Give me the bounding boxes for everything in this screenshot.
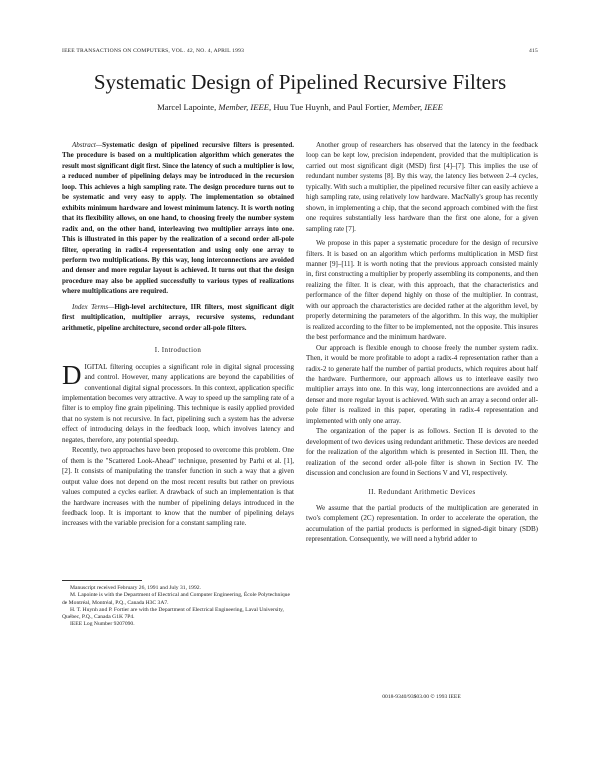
running-head <box>62 48 538 60</box>
index-terms <box>62 302 294 333</box>
index-terms-text: High-level architecture, IIR filters, most significant digit first multiplication, multiplier arrays, recursive systems, redundant arithmetic, pipeline architecture, second order all-pole filters. <box>62 302 295 332</box>
abstract-label: Abstract— <box>72 141 103 149</box>
abstract <box>62 140 294 297</box>
introduction-heading: I. Introduction <box>154 346 202 355</box>
right-column <box>306 140 538 545</box>
footnote-rule <box>62 580 142 581</box>
paper-title: Systematic Design of Pipelined Recursive Filters <box>93 70 507 94</box>
right-paragraph-4: The organization of the paper is as follows. Section II is devoted to the development of two devices using redundant arithmetic. These devices are needed for the realization of the algorithm which is presented in Section III. Then, the realization of the second order all-pole filter is shown in Section IV. The discussion and conclusion are found in Sections V and VI, respectively. <box>306 427 538 478</box>
intro-paragraph-1-text: IGITAL filtering occupies a significant role in digital signal processing and control. However, many applications are beyond the capabilities of conventional digital signal processors. In this context, application specific implementation becomes very attractive. A way to speed up the sampling rate of a filter is to employ fine grain pipelining. This technique is easily applied provided that no system is not recursive. In fact, pipelining such a system has the adverse effect of introducing delays in the feedback loop, which involves latency and negates, therefore, any potential speedup. <box>62 362 294 444</box>
drop-cap: D <box>62 359 82 390</box>
redundant-arithmetic-heading: II. Redundant Arithmetic Devices <box>368 487 476 496</box>
copyright-line: 0018-9340/93$03.00 © 1993 IEEE <box>382 694 461 700</box>
author-1: Marcel Lapointe, <box>157 102 217 112</box>
author-1-role: Member, IEEE, <box>218 102 272 112</box>
right-paragraph-1: Another group of researchers has observed that the latency in the feedback loop can be kept low, precision independent, provided that the multiplication is carried out most significant digit (MSD) first [4]–[7]. This implies the use of redundant number systems [8]. By this way, the latency lies between 2–4 cycles, typically. With such a multiplier, the pipelined recursive filter can easily achieve a high sampling rate, using relatively low hardware. MacNally's group has recently shown, in implementing a chip, that the second approach combined with the first one requires substantially less hardware than the first one alone, for a given sampling rate [7]. <box>306 141 538 233</box>
right-paragraph-2: We propose in this paper a systematic procedure for the design of recursive filters. It is based on an algorithm which performs multiplication in MSD first manner [9]–[11]. It is worth noting that the previous approach consisted mainly in, first constructing a multiplier by properly assembling its components, and then realizing the filter. It is clear, with this approach, that the characteristics and performance of the filter depend highly on those of the multiplier. In contrast, with our approach the characteristics are decided rather at the algorithm level, by properly determining the parameters of the algorithm. In this way, the multiplier is realized according to the filter to be implemented, not the opposite. This insures the best performance and the minimum hardware. <box>306 239 538 342</box>
intro-paragraph-1 <box>62 359 294 446</box>
intro-paragraph-2: Recently, two approaches have been proposed to overcome this problem. One of them is the "Scattered Look-Ahead" technique, presented by Parhi et al. [1], [2]. It consists of manipulating the transfer function in such a way that a given output value does not depend on the most recent results but rather on previous values computed a cycles earlier. A drawback of such an implementation is that the hardware increases with the number of pipelining delays introduced in the feedback loop. It is important to know that the number of pipelining delays increases with the variable precision for a constant sampling rate. <box>62 446 294 528</box>
footnote-received: Manuscript received February 26, 1991 and July 31, 1992. <box>70 585 201 591</box>
right-paragraph-5: We assume that the partial products of the multiplication are generated in two's complement (2C) representation. In order to accelerate the operation, the accumulation of the partial products is performed in signed-digit binary (SDB) representation. Consequently, we will need a hybrid adder to <box>306 503 538 544</box>
footnotes <box>62 585 294 629</box>
right-paragraph-3: Our approach is flexible enough to choose freely the number system radix. Then, it would be more profitable to adopt a radix-4 representation rather than a radix-2 to generate half the number of partial products, which requires about half the hardware. Furthermore, our approach allows us to interleave easily two multiplier arrays into one. In this way, long interconnections are avoided and a denser and more regular layout is achieved. With such an array a second order all-pole filter is realized in this paper, operating in radix-4 representation and implemented with only one array. <box>306 343 538 425</box>
author-2-role: Member, IEEE <box>392 102 443 112</box>
journal-name: IEEE TRANSACTIONS ON COMPUTERS, VOL. 42, NO. 4, APRIL 1993 <box>62 48 245 54</box>
author-2: Huu Tue Huynh, and Paul Fortier, <box>273 102 391 112</box>
footnote-affiliation-2: H. T. Huynh and P. Fortier are with the Department of Electrical Engineering, Laval University, Québec, P.Q., Canada G1K 7P4. <box>62 606 284 621</box>
abstract-text: Systematic design of pipelined recursive filters is presented. The procedure is based on a multiplication algorithm which generates the result most significant digit first. Since the latency of such a multiplier is low, a reduced number of pipelining delays may be introduced in the recursion loop. This achieves a high sampling rate. The design procedure turns out to be systematic and very easy to apply. The implementation so obtained exhibits minimum hardware and lowest minimum latency. It is worth noting that its flexibility allows, on one hand, to choosing freely the number system radix and, on the other hand, interleaving two multiplier arrays into one. This is illustrated in this paper by the realization of a second order all-pole filter, operating in radix-4 representation and using only one array to perform two multiplications. By this way, long interconnections are avoided and denser and more regular layout is achieved. It turns out that the design procedure may also be applied successfully to various types of realizations where multiplications are required. <box>62 141 294 296</box>
footnote-log-number: IEEE Log Number 9207090. <box>70 621 135 628</box>
left-column <box>62 140 294 529</box>
footnote-affiliation-1: M. Lapointe is with the Department of Electrical and Computer Engineering, École Polytechnique de Montréal, Montréal, P.Q., Canada H3C 3A7. <box>62 592 290 606</box>
index-terms-label: Index Terms— <box>72 302 115 311</box>
page-number: 415 <box>529 48 538 54</box>
author-line <box>40 102 560 112</box>
